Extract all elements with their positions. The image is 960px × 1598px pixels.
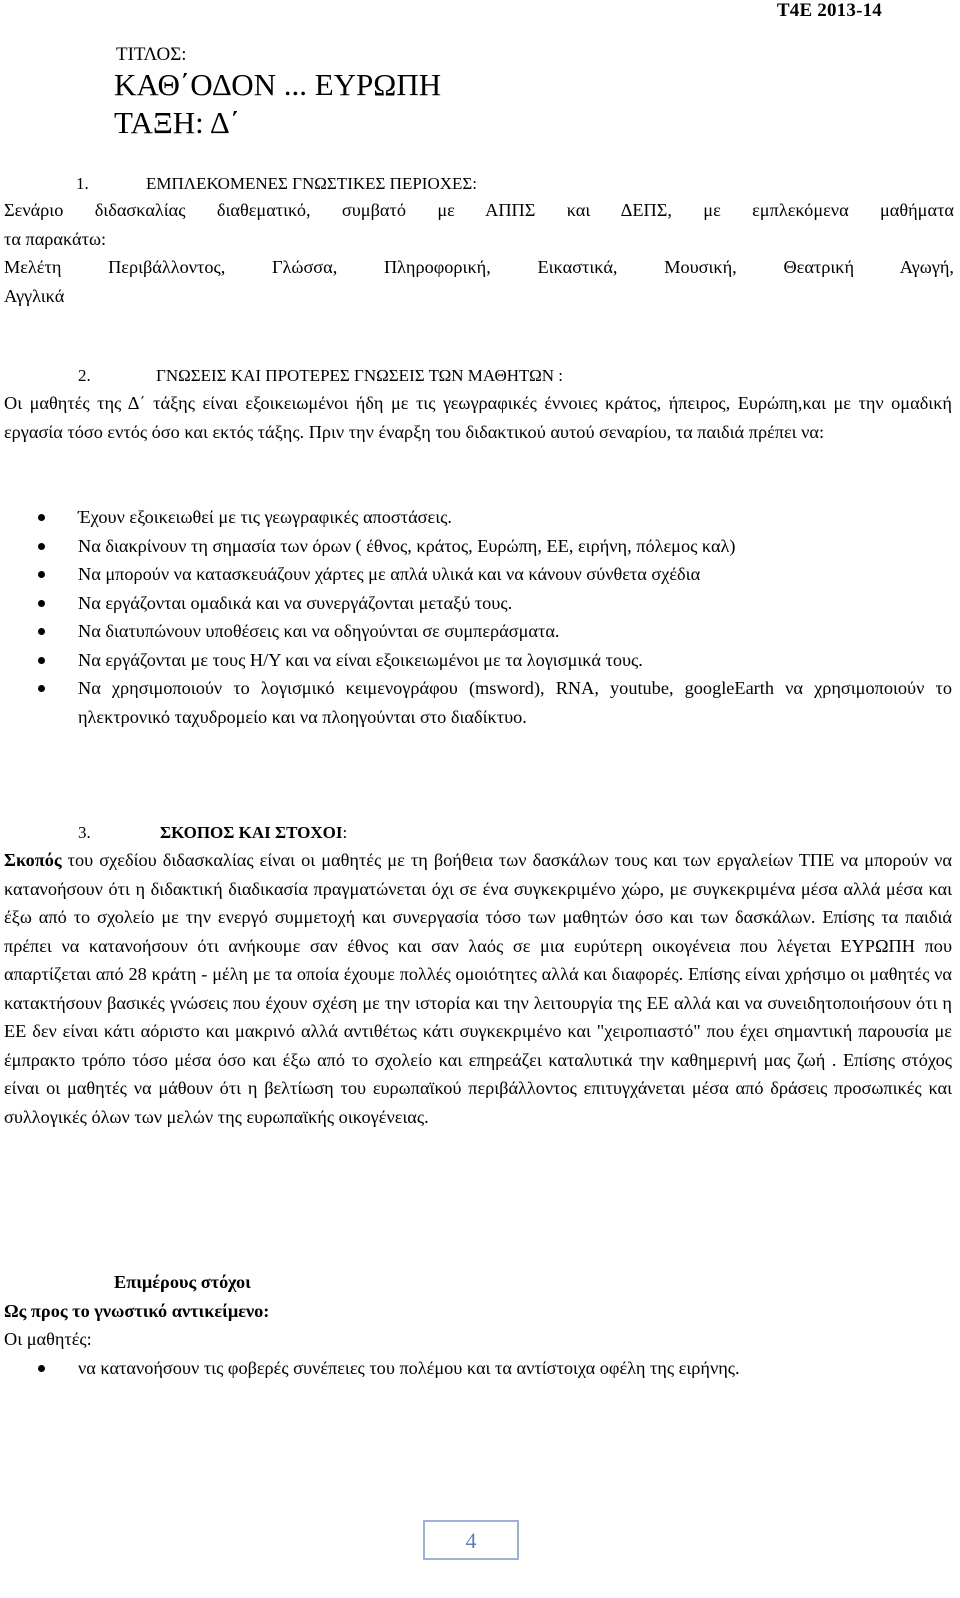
subgoals-students: Οι μαθητές: — [4, 1329, 92, 1349]
section3-text: του σχεδίου διδασκαλίας είναι οι μαθητές με τη βοήθεια των δασκάλων τους και των εργαλείων ΤΠΕ να μπορούν να κατανοήσουν ότι η διδακτική διαδικασία πραγματώνεται όχι σε ένα συγκεκριμένο χώρο, με συγκεκριμένα μέσα αλλά μέσα και έξω από το σχολείο με την ενεργό συμμετοχή και συνεργασία τόσο των μαθητών όσο και των δασκάλων. Επίσης τα παιδιά πρέπει να κατανοήσουν ότι ανήκουμε σαν έθνος και σαν λαός σε μια ευρύτερη οικογένεια που λέγεται ΕΥΡΩΠΗ που απαρτίζεται από 28 κράτη - μέλη με τα οποία έχουμε πολλές ομοιότητες αλλά και διαφορές. Επίσης είναι χρήσιμο οι μαθητές να κατακτήσουν βασικές γνώσεις που έχουν σχέση με την ιστορία και την λειτουργία της ΕΕ αλλά και να συνειδητοποιήσουν ότι η ΕΕ δεν είναι κάτι αόριστο και μακρινό αλλά αντιθέτως κάτι συγκεκριμένο και "χειροπιαστό" που έχει σημαντική παρουσία με έμπρακτο τρόπο τόσο μέσα όσο και έξω από το σχολείο και επηρεάζει καταλυτικά την καθημερινή μας ζωή . Επίσης στόχος είναι οι μαθητές να μάθουν ότι η βελτίωση του ευρωπαϊκού περιβάλλοντος επιτυγχάνεται μέσα από δράσεις προσωπικές και συλλογικές όλων των μελών της ευρωπαϊκής οικογένειας. — [4, 850, 952, 1127]
class-line: ΤΑΞΗ: Δ΄ — [114, 105, 241, 140]
list-item: Να εργάζονται με τους Η/Υ και να είναι εξοικειωμένοι με τα λογισμικά τους. — [38, 646, 952, 675]
list-item: Να διακρίνουν τη σημασία των όρων ( έθνος, κράτος, Ευρώπη, ΕΕ, ειρήνη, πόλεμος καλ) — [38, 532, 952, 561]
section1-text — [4, 196, 954, 310]
list-item: Να εργάζονται ομαδικά και να συνεργάζονται μεταξύ τους. — [38, 589, 952, 618]
section3-body — [4, 846, 952, 1131]
page-number: 4 — [423, 1520, 519, 1560]
subgoals-subheading: Ως προς το γνωστικό αντικείμενο: — [4, 1301, 270, 1321]
list-item: Να διατυπώνουν υποθέσεις και να οδηγούνται σε συμπεράσματα. — [38, 617, 952, 646]
document-title: ΚΑΘ΄ΟΔΟΝ ... ΕΥΡΩΠΗ — [114, 67, 442, 102]
section1-line4: Αγγλικά — [4, 285, 65, 306]
subgoals-heading: Επιμέρους στόχοι — [114, 1272, 251, 1292]
subgoals-bullet-list — [38, 1354, 952, 1383]
section1-line3: Μελέτη Περιβάλλοντος, Γλώσσα, Πληροφορική, Εικαστικά, Μουσική, Θεατρική Αγωγή, — [4, 257, 954, 277]
section3-title: ΣΚΟΠΟΣ ΚΑΙ ΣΤΟΧΟΙ — [160, 823, 343, 842]
section1-title: ΕΜΠΛΕΚΟΜΕΝΕΣ ΓΝΩΣΤΙΚΕΣ ΠΕΡΙΟΧΕΣ: — [146, 174, 477, 193]
section3-lead: Σκοπός — [4, 850, 62, 870]
section2-title: ΓΝΩΣΕΙΣ ΚΑΙ ΠΡΟΤΕΡΕΣ ΓΝΩΣΕΙΣ ΤΩΝ ΜΑΘΗΤΩΝ : — [156, 366, 564, 385]
document-code: T4E 2013-14 — [776, 0, 882, 21]
section1-line1: Σενάριο διδασκαλίας διαθεματικό, συμβατό με ΑΠΠΣ και ΔΕΠΣ, με εμπλεκόμενα μαθήματα — [4, 200, 954, 220]
section3-number: 3. — [78, 823, 91, 842]
section2-number: 2. — [78, 366, 91, 385]
section2-heading — [78, 366, 563, 386]
section3-title-suffix: : — [342, 823, 348, 842]
list-item: Να μπορούν να κατασκευάζουν χάρτες με απλά υλικά και να κάνουν σύνθετα σχέδια — [38, 560, 952, 589]
section2-bullet-list — [38, 503, 952, 731]
section1-number: 1. — [76, 174, 89, 193]
section3-heading — [78, 823, 347, 843]
list-item: Έχουν εξοικειωθεί με τις γεωγραφικές αποστάσεις. — [38, 503, 952, 532]
title-label: ΤΙΤΛΟΣ: — [116, 44, 187, 65]
list-item: Να χρησιμοποιούν το λογισμικό κειμενογράφου (msword), RNA, youtube, googleEarth να χρησιμοποιούν το ηλεκτρονικό ταχυδρομείο και να πλοηγούνται στο διαδίκτυο. — [38, 674, 952, 731]
list-item: να κατανοήσουν τις φοβερές συνέπειες του πολέμου και τα αντίστοιχα οφέλη της ειρήνης. — [38, 1354, 952, 1383]
section1-line2: τα παρακάτω: — [4, 228, 107, 249]
section1-heading — [76, 174, 477, 194]
section2-intro: Οι μαθητές της Δ΄ τάξης είναι εξοικειωμένοι ήδη με τις γεωγραφικές έννοιες κράτος, ήπειρος, Ευρώπη,και με την ομαδική εργασία τόσο εντός όσο και εκτός τάξης. Πριν την έναρξη του διδακτικού αυτού σεναρίου, τα παιδιά πρέπει να: — [4, 393, 952, 442]
